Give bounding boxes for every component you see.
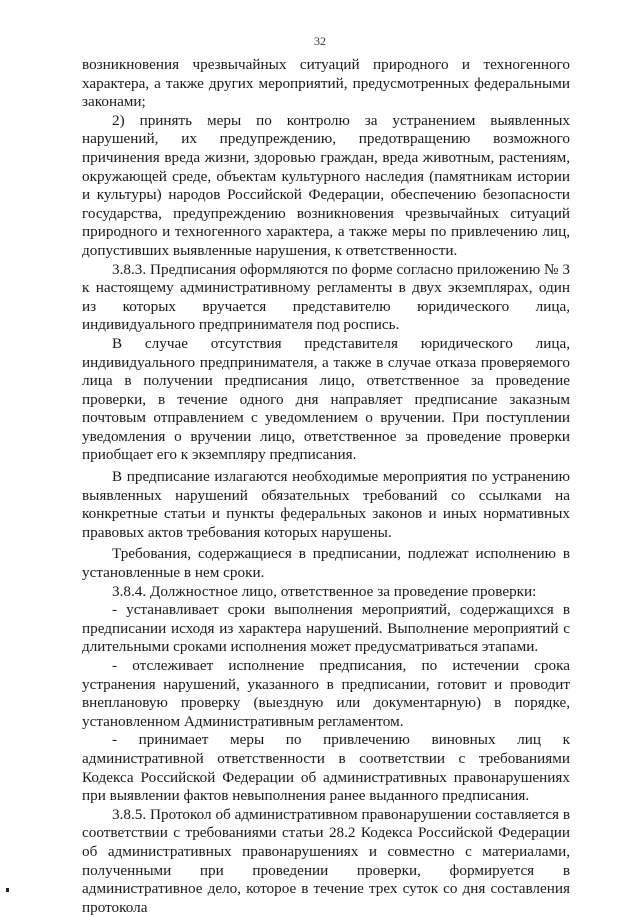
paragraph: возникновения чрезвычайных ситуаций природного и техногенного характера, а также других мероприятий, предусмотренных федеральными законами; <box>82 56 570 111</box>
scan-mark <box>6 888 9 892</box>
document-body <box>82 56 570 917</box>
paragraph: 2) принять меры по контролю за устранением выявленных нарушений, их предупреждению, предотвращению возможного причинения вреда жизни, здоровью граждан, вреда животным, растениям, окружающей среде, объектам культурного наследия (памятникам истории и культуры) народов Российской Федерации, обеспечению безопасности государства, предупреждению возникновения чрезвычайных ситуаций природного и техногенного характера, а также меры по привлечению лиц, допустивших выявленные нарушения, к ответственности. <box>82 111 570 259</box>
paragraph: - отслеживает исполнение предписания, по истечении срока устранения нарушений, указанного в предписании, готовит и проводит внеплановую проверку (выездную или документарную) в порядке, установленном Административным регламентом. <box>82 657 570 730</box>
paragraph: - принимает меры по привлечению виновных лиц к административной ответственности в соответствии с требованиями Кодекса Российской Федерации об административных правонарушениях при выявлении фактов невыполнения ранее выданного предписания. <box>82 731 570 805</box>
paragraph: 3.8.3. Предписания оформляются по форме согласно приложению № 3 к настоящему административному регламенты в двух экземплярах, один из которых вручается представителю юридического лица, индивидуального предпринимателя под роспись. <box>82 260 570 334</box>
paragraph: - устанавливает сроки выполнения мероприятий, содержащихся в предписании исходя из характера нарушений. Выполнение мероприятий с длительными сроками исполнения может предусматриваться этапами. <box>82 601 570 656</box>
paragraph: 3.8.5. Протокол об административном правонарушении составляется в соответствии с требованиями статьи 28.2 Кодекса Российской Федерации об административных правонарушениях и совместно с материалами, полученными при проведении проверки, формируется в административное дело, которое в течение трех суток со дня составления протокола <box>82 805 570 916</box>
page-number: 32 <box>314 34 326 48</box>
paragraph: Требования, содержащиеся в предписании, подлежат исполнению в установленные в нем сроки. <box>82 545 570 582</box>
paragraph: В предписание излагаются необходимые мероприятия по устранению выявленных нарушений обязательных требований со ссылками на конкретные статьи и пункты федеральных законов и иных нормативных правовых актов требования которых нарушены. <box>82 468 570 541</box>
paragraph: 3.8.4. Должностное лицо, ответственное за проведение проверки: <box>112 582 537 600</box>
paragraph: В случае отсутствия представителя юридического лица, индивидуального предпринимателя, а также в случае отказа проверяемого лица в получении предписания лицо, ответственное за проведение проверки, в течение одного дня направляет предписание заказным почтовым отправлением с уведомлением о вручении. При поступлении уведомления о вручении лицо, ответственное за проведение проверки приобщает его к экземпляру предписания. <box>82 334 570 464</box>
